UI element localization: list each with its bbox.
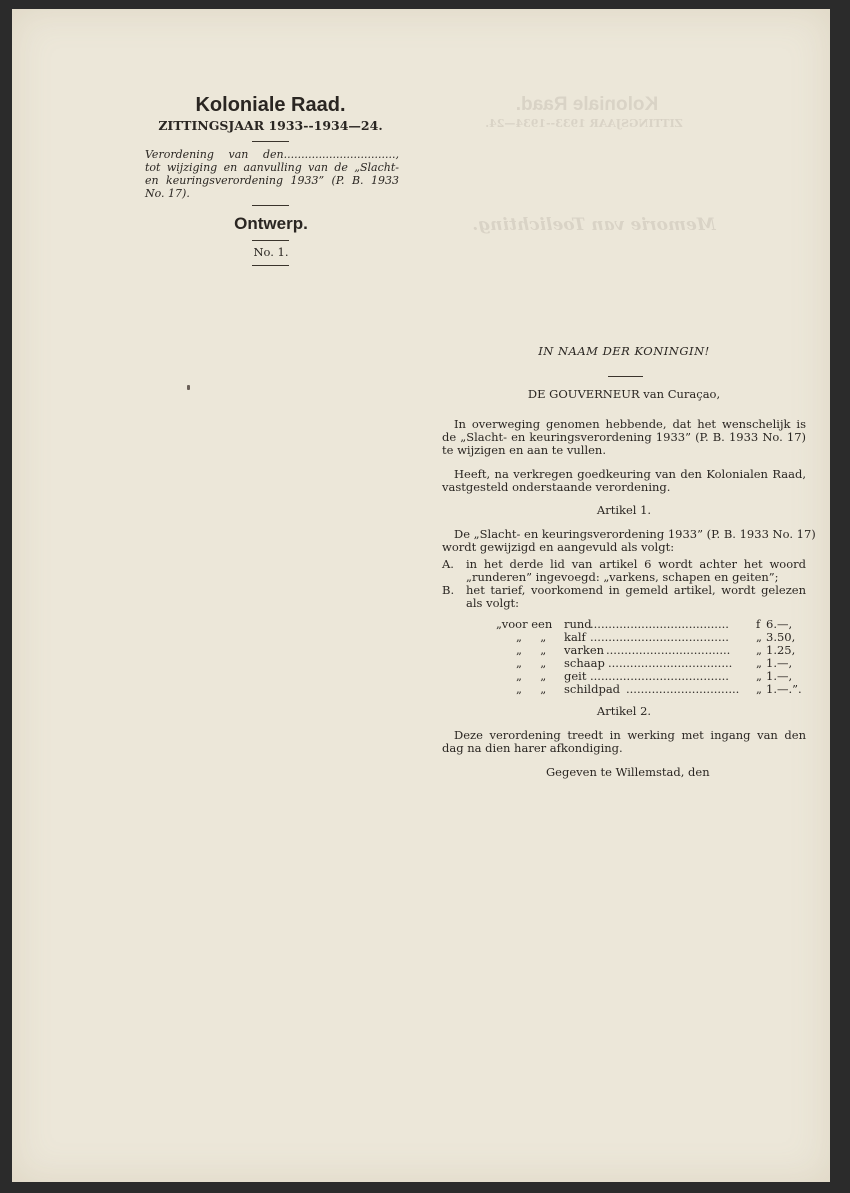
tariff-prefix: „ „	[516, 643, 547, 657]
tariff-dots: ......................................	[590, 669, 729, 683]
tariff-amount: 6.—,	[766, 617, 793, 631]
tariff-currency: „	[756, 682, 762, 696]
closing-line: Gegeven te Willemstad, den	[546, 765, 710, 779]
item-b-line-1: het tarief, voorkomend in gemeld artikel, wordt gelezen	[466, 583, 806, 597]
tariff-dots: ..................................	[608, 656, 733, 670]
paper-speck	[187, 385, 190, 390]
tariff-currency: „	[756, 669, 762, 683]
article-2-heading: Artikel 2.	[596, 704, 652, 718]
article-1-intro-line-1: De „Slacht- en keuringsverordening 1933” (P. B. 1933 No. 17)	[454, 527, 816, 541]
tariff-prefix: „ „	[516, 669, 547, 683]
invocation: IN NAAM DER KONINGIN!	[538, 344, 710, 358]
tariff-dots: ..................................	[606, 643, 731, 657]
document-number: No. 1.	[253, 245, 289, 259]
bleed-through-title: Koloniale Raad.	[515, 94, 659, 115]
approval-line-2: vastgesteld onderstaande verordening.	[442, 480, 671, 494]
subject-line-2: tot wijziging en aanvulling van de „Slacht-	[145, 161, 399, 174]
invocation-rule	[608, 376, 643, 377]
tariff-amount: 1.—.”.	[766, 682, 802, 696]
article-2-line-2: dag na dien harer afkondiging.	[442, 741, 623, 755]
session-year: ZITTINGSJAAR 1933--1934—24.	[158, 118, 383, 133]
header-rule-1	[252, 141, 289, 142]
tariff-animal: kalf	[564, 630, 586, 644]
article-1-intro-line-2: wordt gewijzigd en aangevuld als volgt:	[442, 540, 675, 554]
item-b-marker: B.	[442, 583, 455, 597]
tariff-amount: 3.50,	[766, 630, 796, 644]
tariff-dots: ......................................	[590, 617, 729, 631]
tariff-animal: varken	[564, 643, 605, 657]
tariff-dots: ......................................	[590, 630, 729, 644]
tariff-amount: 1.—,	[766, 656, 793, 670]
subject-line-3: en keuringsverordening 1933” (P. B. 1933	[145, 174, 399, 187]
article-2-line-1: Deze verordening treedt in werking met ingang van den	[454, 728, 806, 742]
tariff-prefix: „ „	[516, 656, 547, 670]
tariff-dots: ...............................	[626, 682, 740, 696]
tariff-animal: schildpad	[564, 682, 621, 696]
tariff-prefix: „voor een	[496, 617, 553, 631]
draft-label: Ontwerp.	[234, 214, 308, 233]
tariff-animal: rund	[564, 617, 592, 631]
header-rule-3	[252, 240, 289, 241]
bleed-through-session: ZITTINGSJAAR 1933--1934—24.	[485, 117, 683, 130]
tariff-amount: 1.25,	[766, 643, 796, 657]
tariff-currency: „	[756, 656, 762, 670]
preamble-line-3: te wijzigen en aan te vullen.	[442, 443, 606, 457]
preamble-line-2: de „Slacht- en keuringsverordening 1933” (P. B. 1933 No. 17)	[442, 430, 806, 444]
item-a-line-1: in het derde lid van artikel 6 wordt achter het woord	[466, 557, 806, 571]
tariff-currency: „	[756, 630, 762, 644]
approval-line-1: Heeft, na verkregen goedkeuring van den Kolonialen Raad,	[454, 467, 806, 481]
item-a-marker: A.	[442, 557, 454, 571]
item-b-line-2: als volgt:	[466, 596, 520, 610]
tariff-prefix: „ „	[516, 682, 547, 696]
tariff-currency: „	[756, 643, 762, 657]
governor-line: DE GOUVERNEUR van Curaçao,	[527, 387, 721, 401]
article-1-heading: Artikel 1.	[596, 503, 652, 517]
tariff-animal: schaap	[564, 656, 605, 670]
item-a-line-2: „runderen” ingevoegd: „varkens, schapen en geiten”;	[466, 570, 779, 584]
bleed-through-memo: Memorie van Toelichting.	[472, 215, 716, 235]
header-rule-2	[252, 205, 289, 206]
preamble-line-1: In overweging genomen hebbende, dat het wenschelijk is	[454, 417, 806, 431]
subject-line-1: Verordening van den................................,	[145, 148, 399, 161]
tariff-animal: geit	[564, 669, 587, 683]
subject-line-4: No. 17).	[145, 187, 190, 200]
council-title: Koloniale Raad.	[195, 94, 346, 116]
tariff-prefix: „ „	[516, 630, 547, 644]
document-page	[12, 9, 830, 1182]
header-rule-4	[252, 265, 289, 266]
tariff-currency: f	[756, 617, 761, 631]
tariff-amount: 1.—,	[766, 669, 793, 683]
